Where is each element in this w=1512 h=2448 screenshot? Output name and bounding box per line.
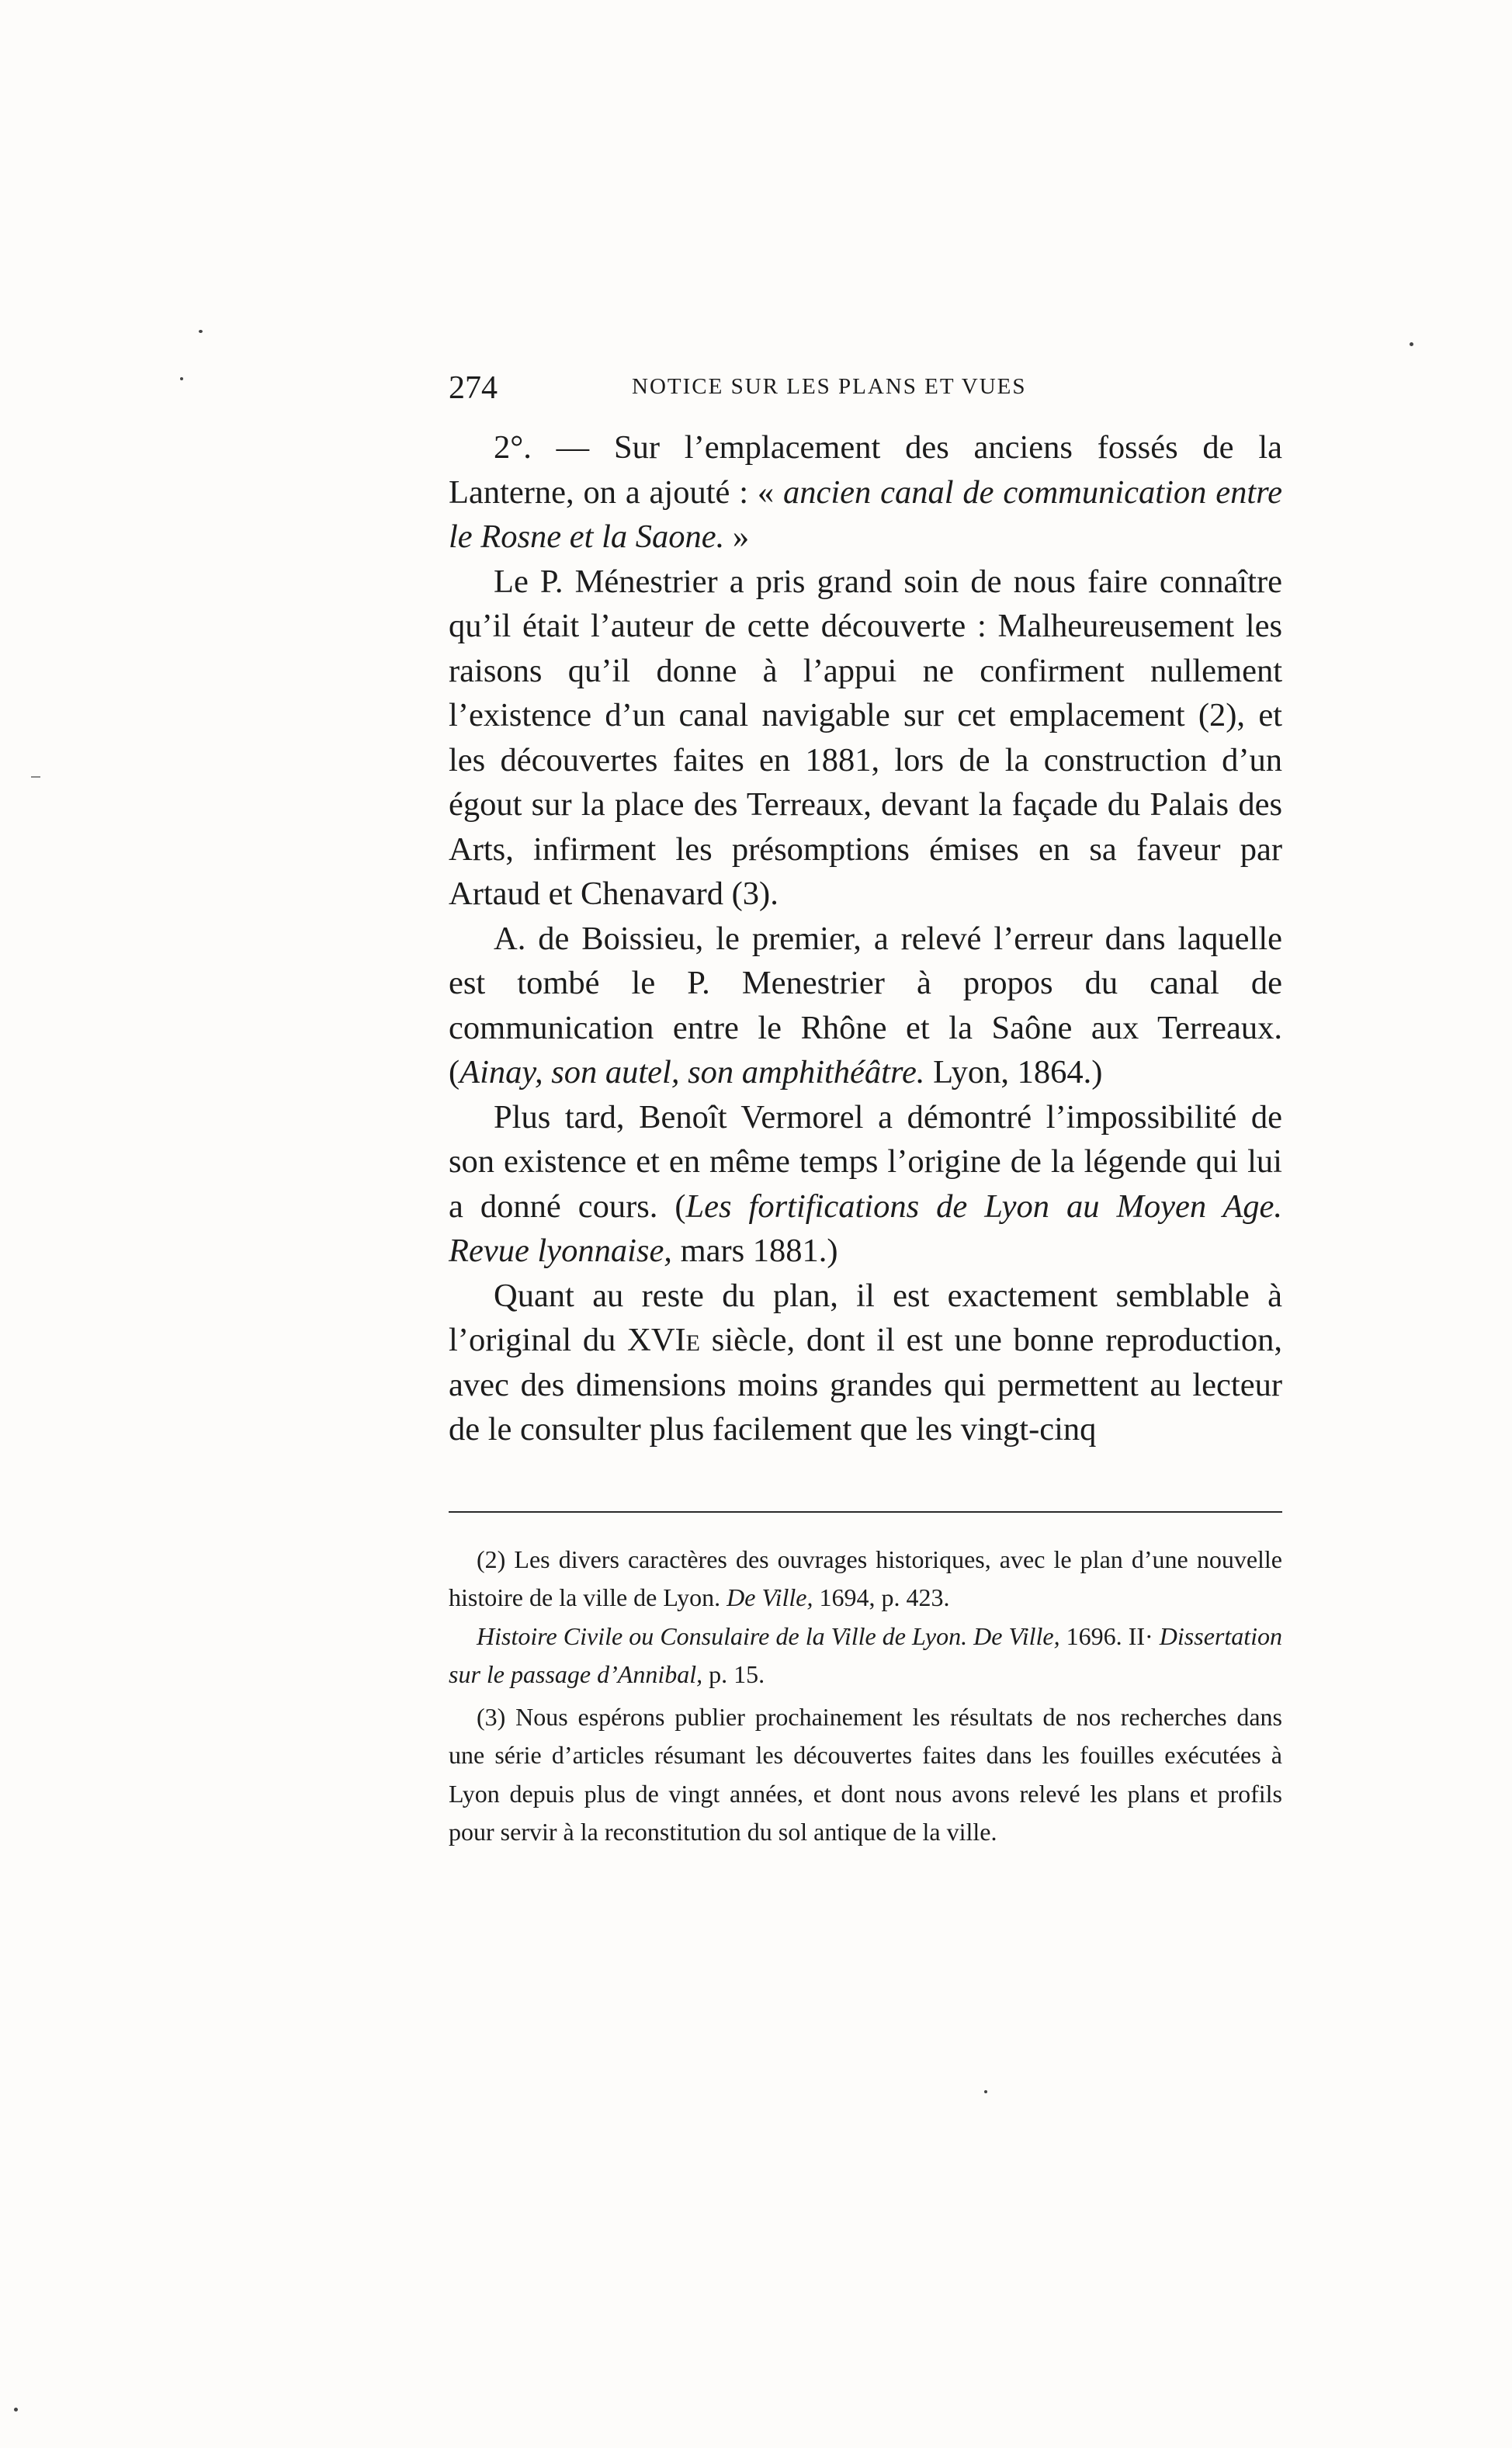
- scan-speck: [180, 377, 183, 380]
- page-number: 274: [449, 370, 498, 406]
- page-header: [449, 369, 1279, 408]
- paragraph: Quant au reste du plan, il est exactement semblable à l’original du XVIe siècle, dont il est une bonne reproduction, avec des dimensions moins grandes qui permettent au lecteur de le consulter plus facilement que les vingt-cinq: [449, 1277, 1282, 1448]
- footnote: (2) Les divers caractères des ouvrages historiques, avec le plan d’une nouvelle histoire de la ville de Lyon. De Ville, 1694, p. 423.: [449, 1545, 1282, 1612]
- footnote: (3) Nous espérons publier prochainement les résultats de nos recherches dans une série d’articles résumant les découvertes faites dans les fouilles exécutées à Lyon depuis plus de vingt années, et dont nous avons relevé les plans et profils pour servir à la reconstitution du sol antique de la ville.: [449, 1703, 1282, 1846]
- scan-speck: [31, 776, 40, 778]
- scan-speck: [1410, 342, 1413, 346]
- scan-speck: [14, 2408, 18, 2412]
- scan-speck: [199, 330, 203, 333]
- running-title: NOTICE SUR LES PLANS ET VUES: [632, 374, 1027, 399]
- paragraph: Le P. Ménestrier a pris grand soin de nous faire connaître qu’il était l’auteur de cette découverte : Malheureusement les raisons qu’il donne à l’appui ne confirment nullement l’existence d’un canal navigable sur cet emplacement (2), et les découvertes faites en 1881, lors de la construction d’un égout sur la place des Terreaux, devant la façade du Palais des Arts, infirment les présomptions émises en sa faveur par Artaud et Chenavard (3).: [449, 563, 1282, 912]
- footnote: Histoire Civile ou Consulaire de la Ville de Lyon. De Ville, 1696. II· Dissertation sur le passage d’Annibal, p. 15.: [449, 1621, 1283, 1688]
- main-text: [449, 425, 1282, 1452]
- footnote-separator: [449, 1511, 1282, 1513]
- scan-speck: [984, 2090, 987, 2093]
- paragraph: Plus tard, Benoît Vermorel a démontré l’impossibilité de son existence et en même temps l’origine de la légende qui lui a donné cours. (Les fortifications de Lyon au Moyen Age. Revue lyonnaise, mars 1881.): [449, 1098, 1283, 1269]
- paragraph: 2°. — Sur l’emplacement des anciens fossés de la Lanterne, on a ajouté : « ancien canal de communication entre le Rosne et la Saone. »: [449, 429, 1282, 555]
- paragraph: A. de Boissieu, le premier, a relevé l’erreur dans laquelle est tombé le P. Menestrier à propos du canal de communication entre le Rhône et la Saône aux Terreaux. (Ainay, son autel, son amphithéâtre. Lyon, 1864.): [449, 920, 1282, 1091]
- footnotes: [449, 1541, 1282, 1851]
